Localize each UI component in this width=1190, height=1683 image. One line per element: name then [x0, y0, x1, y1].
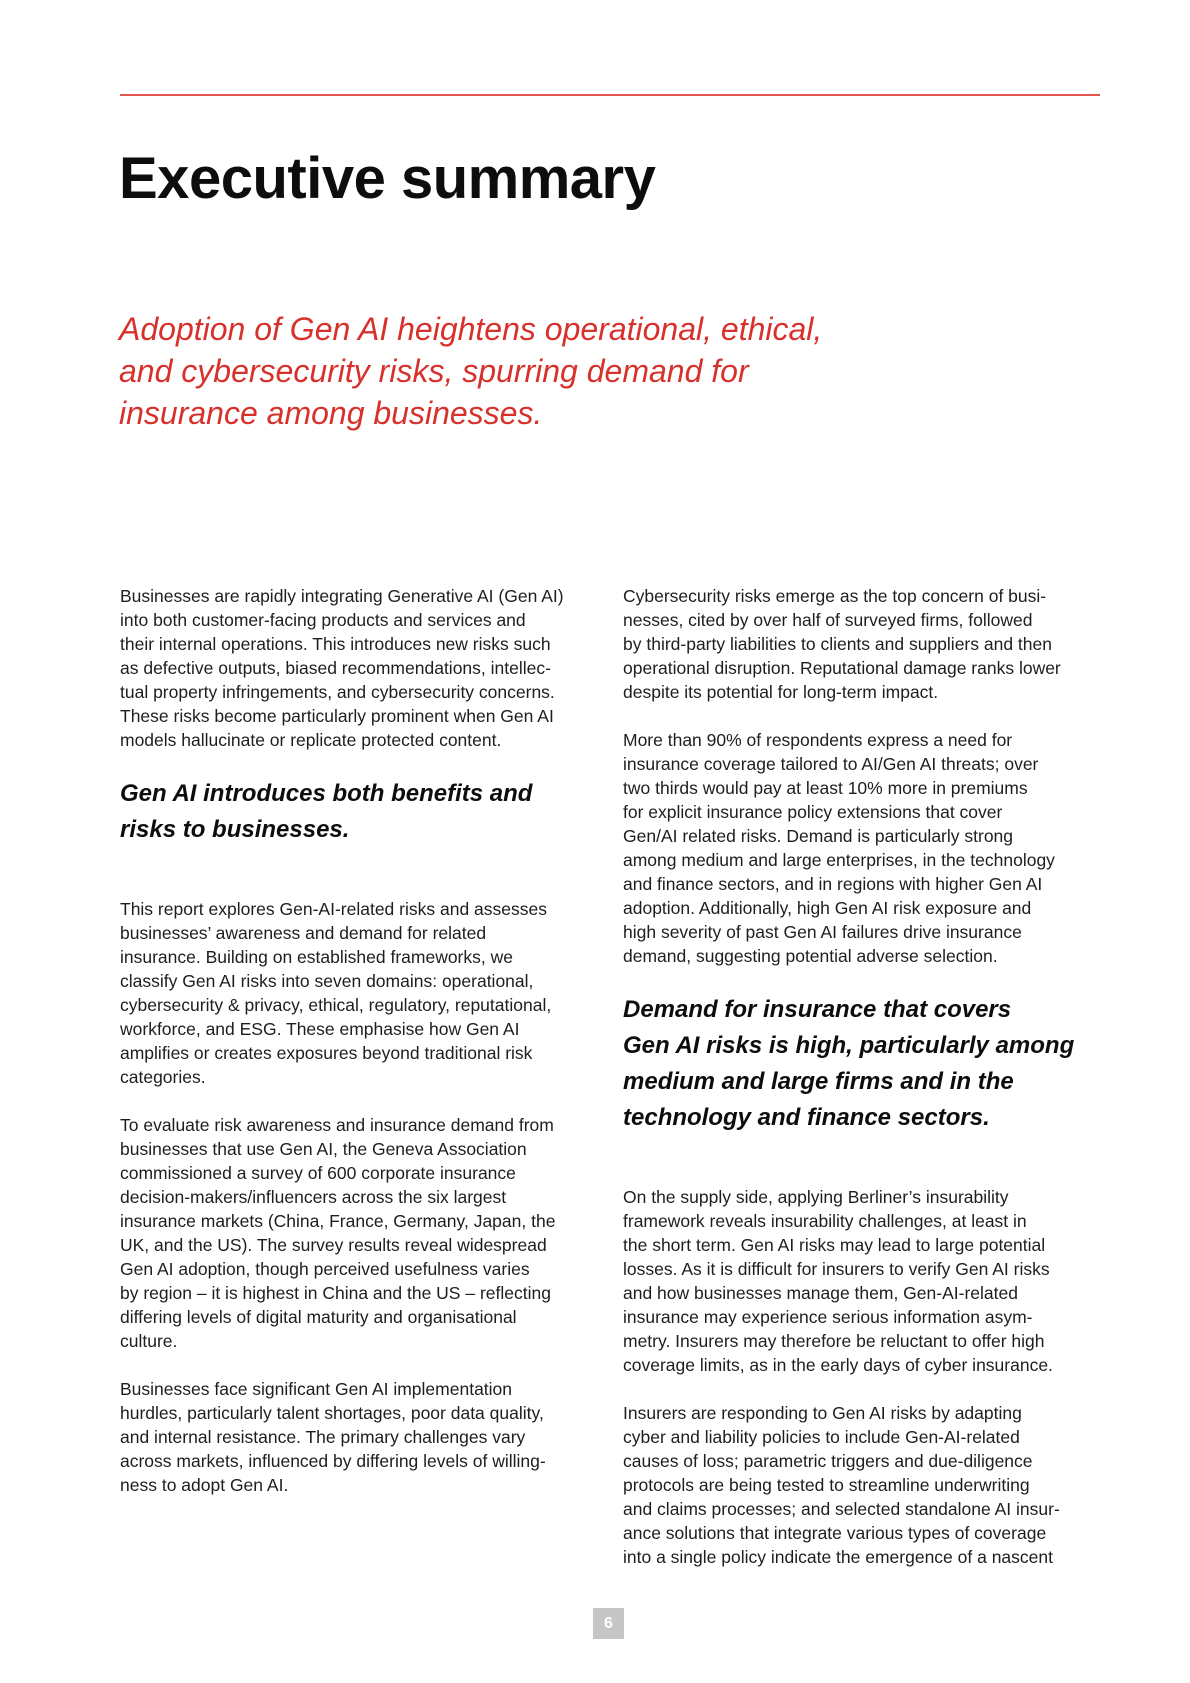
right-paragraph-3: On the supply side, applying Berliner’s insurability framework reveals insurability challenges, at least in the short term. Gen AI risks may lead to large potential losses. As it is difficult for insurers to verify Gen AI risks and how businesses manage them, Gen-AI-related insurance may experience serious information asym- metry. Insurers may therefore be reluctant to offer high coverage limits, as in the early days of cyber insurance. [623, 1187, 1053, 1375]
left-subheading: Gen AI introduces both benefits and risks to businesses. [120, 780, 533, 843]
right-subheading: Demand for insurance that covers Gen AI risks is high, particularly among medium and large firms and in the technology and finance sectors. [623, 996, 1075, 1131]
left-paragraph-2: This report explores Gen-AI-related risks and assesses businesses’ awareness and demand for related insurance. Building on established frameworks, we classify Gen AI risks into seven domains: operational, cybersecurity & privacy, ethical, regulatory, reputational, workforce, and ESG. These emphasise how Gen AI amplifies or creates exposures beyond traditional risk categories. [120, 899, 552, 1087]
left-paragraph-4: Businesses face significant Gen AI implementation hurdles, particularly talent shortages, poor data quality, and internal resistance. The primary challenges vary across markets, influenced by differing levels of willing- ness to adopt Gen AI. [120, 1379, 546, 1495]
left-column [120, 584, 600, 1521]
left-paragraph-3: To evaluate risk awareness and insurance demand from businesses that use Gen AI, the Geneva Association commissioned a survey of 600 corporate insurance decision-makers/influencers across the six largest insurance markets (China, France, Germany, Japan, the UK, and the US). The survey results reveal widespread Gen AI adoption, though perceived usefulness varies by region – it is highest in China and the US – reflecting differing levels of digital maturity and organisational culture. [120, 1115, 556, 1351]
right-column [623, 584, 1103, 1593]
right-paragraph-2: More than 90% of respondents express a need for insurance coverage tailored to AI/Gen AI threats; over two thirds would pay at least 10% more in premiums for explicit insurance policy extensions that cover Gen/AI related risks. Demand is particularly strong among medium and large enterprises, in the technology and finance sectors, and in regions with higher Gen AI adoption. Additionally, high Gen AI risk exposure and high severity of past Gen AI failures drive insurance demand, suggesting potential adverse selection. [623, 730, 1055, 966]
right-paragraph-4: Insurers are responding to Gen AI risks by adapting cyber and liability policies to include Gen-AI-related causes of loss; parametric triggers and due-diligence protocols are being tested to streamline underwriting and claims processes; and selected standalone AI insur- ance solutions that integrate various types of coverage into a single policy indicate the emergence of a nascent [623, 1403, 1060, 1567]
left-paragraph-1: Businesses are rapidly integrating Generative AI (Gen AI) into both customer-facing products and services and their internal operations. This introduces new risks such as defective outputs, biased recommendations, intellec- tual property infringements, and cybersecurity concerns. These risks become particularly prominent when Gen AI models hallucinate or replicate protected content. [120, 586, 564, 750]
page-title: Executive summary [119, 146, 656, 211]
header-divider [120, 94, 1100, 96]
page-number: 6 [593, 1608, 624, 1639]
lead-statement: Adoption of Gen AI heightens operational, ethical, and cybersecurity risks, spurring demand for insurance among businesses. [119, 311, 823, 431]
right-paragraph-1: Cybersecurity risks emerge as the top concern of busi- nesses, cited by over half of surveyed firms, followed by third-party liabilities to clients and suppliers and then operational disruption. Reputational damage ranks lower despite its potential for long-term impact. [623, 586, 1061, 702]
